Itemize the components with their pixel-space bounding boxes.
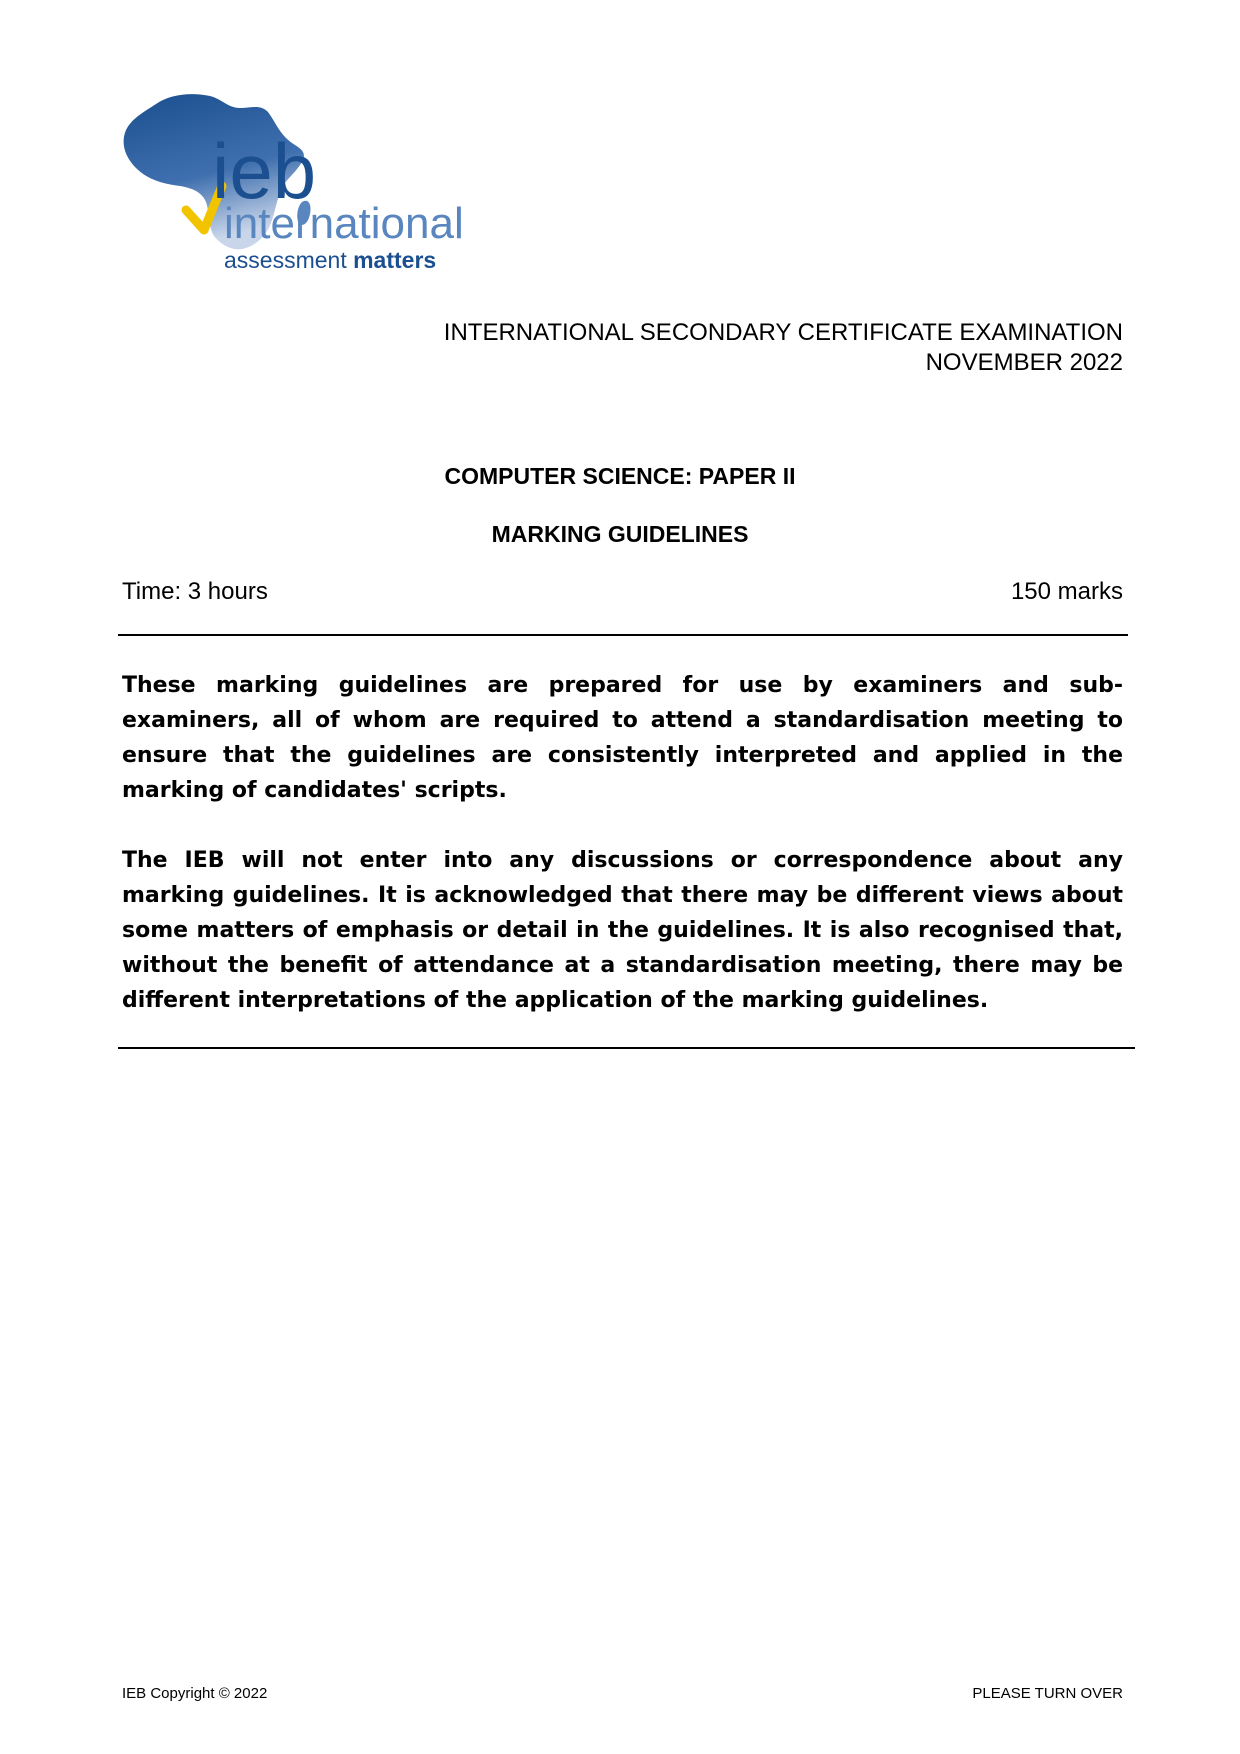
document-type: MARKING GUIDELINES	[491, 521, 749, 547]
exam-date: NOVEMBER 2022	[925, 349, 1123, 376]
turn-over-footer: PLEASE TURN OVER	[972, 1685, 1123, 1702]
logo-tagline-part1: assessment	[224, 247, 347, 273]
ieb-logo	[118, 90, 488, 290]
notice-paragraph-2: The IEB will not enter into any discussions or correspondence about any marking guidelines. It is acknowledged that there may be different views about some matters of emphasis or detail in the guidelines. It is also recognised that, without the benefit of attendance at a standardisation meeting, there may be different interpretations of the application of the marking guidelines.	[122, 848, 1123, 1013]
copyright-footer: IEB Copyright © 2022	[122, 1685, 268, 1702]
total-marks: 150 marks	[1010, 578, 1123, 605]
notice-paragraph-1: These marking guidelines are prepared for use by examiners and sub-examiners, all of whom are required to attend a standardisation meeting to ensure that the guidelines are consistently interpreted and applied in the marking of candidates' scripts.	[122, 673, 1123, 803]
time-allowed: Time: 3 hours	[122, 578, 268, 605]
top-divider	[118, 634, 1128, 636]
logo-tagline-part2: matters	[353, 247, 437, 273]
bottom-divider	[118, 1047, 1135, 1049]
logo-tagline	[224, 247, 436, 273]
exam-header	[223, 318, 1123, 378]
logo-international-text: international	[224, 199, 464, 248]
logo-brand-text: ieb	[212, 127, 317, 215]
subject-title: COMPUTER SCIENCE: PAPER II	[444, 463, 796, 489]
exam-title: INTERNATIONAL SECONDARY CERTIFICATE EXAMINATION	[443, 319, 1123, 346]
marking-notice	[122, 668, 1123, 1053]
africa-map-icon	[118, 90, 488, 290]
